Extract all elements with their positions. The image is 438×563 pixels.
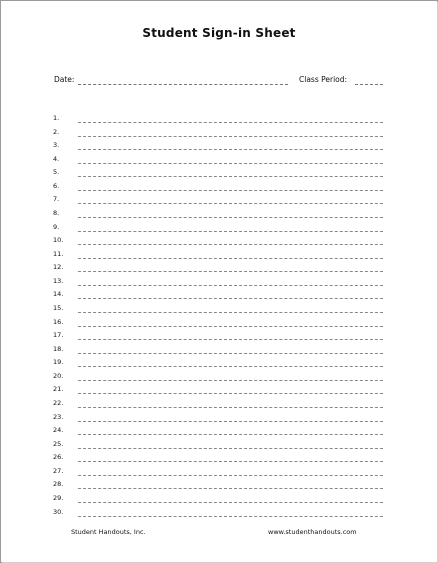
signature-line <box>78 217 383 218</box>
signature-line <box>78 271 383 272</box>
signature-line <box>78 285 383 286</box>
row-number: 11. <box>53 249 64 258</box>
sign-in-row <box>1 426 437 444</box>
signature-line <box>78 421 383 422</box>
signature-line <box>78 244 383 245</box>
signature-line <box>78 380 383 381</box>
row-number: 23. <box>53 412 64 421</box>
footer-publisher: Student Handouts, Inc. <box>71 528 146 536</box>
sign-in-row <box>1 453 437 471</box>
sign-in-row <box>1 263 437 281</box>
row-number: 12. <box>53 263 64 272</box>
signature-line <box>78 312 383 313</box>
row-number: 29. <box>53 494 64 502</box>
row-number: 10. <box>53 236 64 245</box>
sign-in-row <box>1 222 437 241</box>
sign-in-row <box>1 480 437 498</box>
sign-in-row <box>1 371 437 390</box>
signature-line <box>78 488 383 489</box>
sign-in-row <box>1 236 437 254</box>
signature-line <box>78 516 383 517</box>
row-number: 6. <box>53 181 60 190</box>
date-blank-line <box>78 84 288 85</box>
sign-in-row <box>1 344 437 363</box>
row-number: 16. <box>53 317 64 326</box>
row-number: 7. <box>53 195 60 204</box>
signature-line <box>78 393 383 394</box>
sign-in-row <box>1 154 437 173</box>
date-label: Date: <box>54 75 75 84</box>
signature-line <box>78 448 383 449</box>
row-number: 3. <box>53 141 60 150</box>
row-number: 2. <box>53 127 60 136</box>
signature-line <box>78 258 383 259</box>
row-number: 15. <box>53 304 64 312</box>
sign-in-row <box>1 317 437 336</box>
row-number: 26. <box>53 453 64 462</box>
signature-line <box>78 190 383 191</box>
signature-line <box>78 136 383 137</box>
signature-line <box>78 163 383 164</box>
page-title: Student Sign-in Sheet <box>142 26 296 40</box>
signature-line <box>78 122 383 123</box>
sign-in-row <box>1 127 437 146</box>
signature-line <box>78 298 383 299</box>
row-number: 4. <box>53 154 60 163</box>
signature-line <box>78 326 383 327</box>
signature-line <box>78 475 383 476</box>
sign-in-row <box>1 195 437 213</box>
sign-in-row <box>1 399 437 417</box>
sign-in-row <box>1 331 437 349</box>
signature-line <box>78 502 383 503</box>
row-number: 19. <box>53 358 64 367</box>
sign-in-row <box>1 209 437 227</box>
row-number: 8. <box>53 209 60 217</box>
signature-line <box>78 407 383 408</box>
sign-in-row <box>1 276 437 295</box>
sign-in-row <box>1 168 437 186</box>
footer-website: www.studenthandouts.com <box>268 528 357 536</box>
row-number: 25. <box>53 439 64 448</box>
sign-in-row <box>1 494 437 512</box>
row-number: 13. <box>53 276 64 285</box>
sign-in-row <box>1 114 437 132</box>
row-number: 18. <box>53 344 64 353</box>
row-number: 28. <box>53 480 64 489</box>
signature-line <box>78 339 383 340</box>
signature-line <box>78 231 383 232</box>
row-number: 5. <box>53 168 60 177</box>
sign-in-row <box>1 181 437 200</box>
sign-in-row <box>1 439 437 458</box>
signature-line <box>78 203 383 204</box>
row-number: 9. <box>53 222 60 231</box>
row-number: 22. <box>53 399 64 407</box>
row-number: 20. <box>53 371 64 380</box>
signature-line <box>78 434 383 435</box>
signature-line <box>78 149 383 150</box>
sign-in-row <box>1 385 437 403</box>
signature-line <box>78 353 383 354</box>
sign-in-row <box>1 507 437 526</box>
class-period-label: Class Period: <box>299 75 348 84</box>
class-period-blank-line <box>355 84 383 85</box>
sign-in-row <box>1 290 437 308</box>
row-number: 1. <box>53 114 60 122</box>
sign-in-row <box>1 412 437 431</box>
sign-in-row <box>1 466 437 485</box>
row-number: 24. <box>53 426 64 435</box>
sign-in-row <box>1 249 437 268</box>
row-number: 14. <box>53 290 64 299</box>
sign-in-row <box>1 141 437 159</box>
signature-line <box>78 461 383 462</box>
row-number: 30. <box>53 507 64 516</box>
sign-in-row <box>1 304 437 322</box>
signature-line <box>78 176 383 177</box>
row-number: 21. <box>53 385 64 394</box>
row-number: 17. <box>53 331 64 340</box>
signature-line <box>78 366 383 367</box>
sign-in-row <box>1 358 437 376</box>
row-number: 27. <box>53 466 64 475</box>
